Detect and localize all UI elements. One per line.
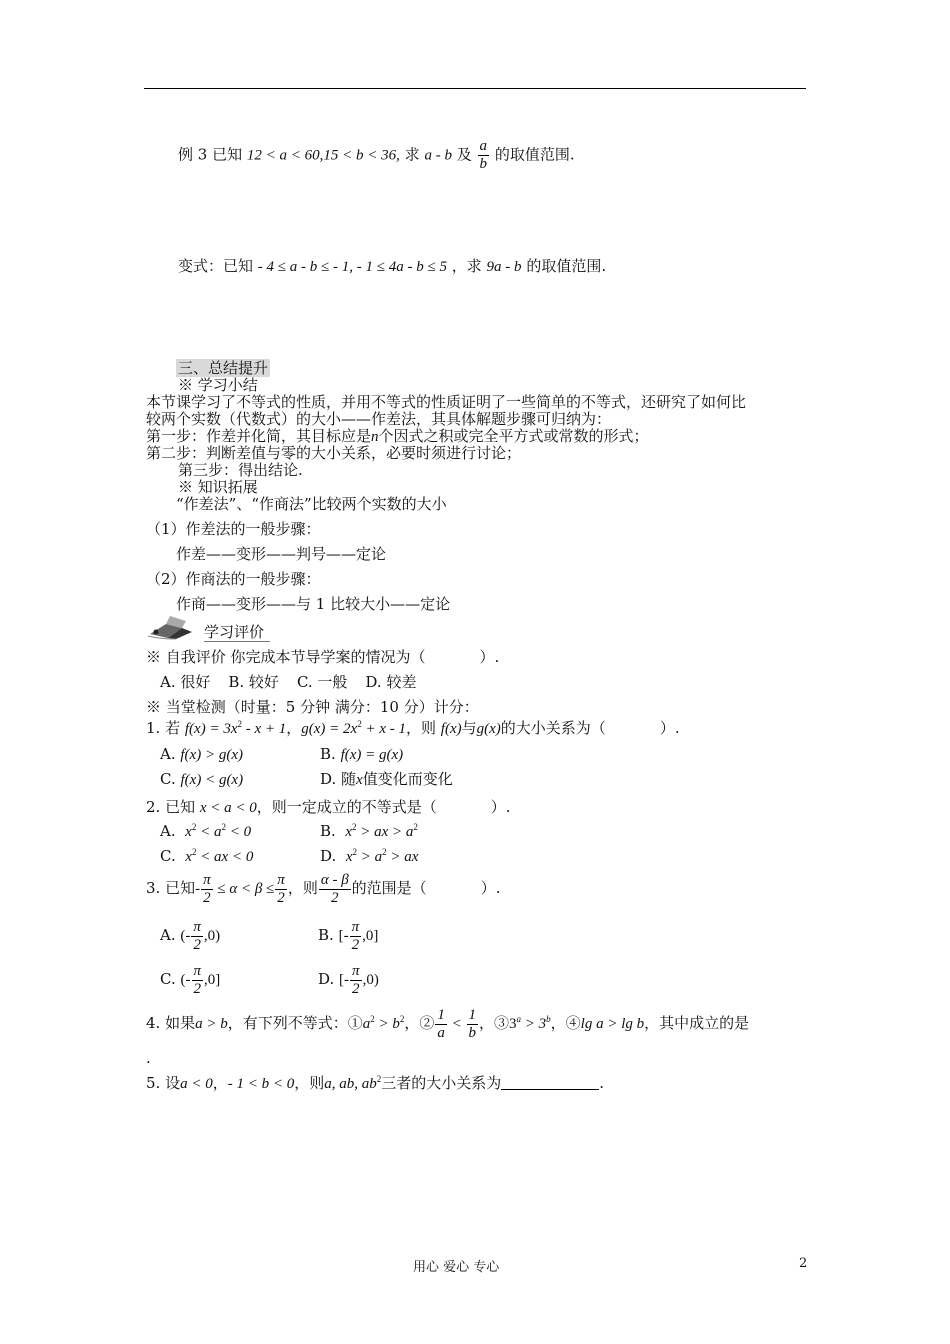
question-2 bbox=[146, 798, 511, 817]
extension-item-2-steps: 作商——变形——与 1 比较大小——定论 bbox=[176, 595, 451, 613]
variant-suffix: 的取值范围. bbox=[526, 257, 607, 275]
extension-item-1-steps: 作差——变形——判号——定论 bbox=[176, 545, 387, 563]
q2-option-b-label: B. bbox=[320, 822, 336, 840]
q2-option-b-p1: x bbox=[345, 824, 353, 840]
q1-option-a-text: f(x) > g(x) bbox=[180, 747, 243, 763]
q4-continuation: . bbox=[146, 1049, 151, 1067]
example-3-frac-num: a bbox=[479, 138, 488, 154]
q3-option-b-num: π bbox=[351, 918, 360, 935]
summary-step-1-rest: 个因式之积或完全平方式或常数的形式； bbox=[378, 427, 649, 445]
q2-option-c: C. $x^2$ < ax < 0 bbox=[160, 847, 254, 865]
page-footer: 用心 爱心 专心 bbox=[413, 1260, 500, 1275]
q1-option-d-rest: 值变化而变化 bbox=[362, 770, 453, 788]
q2-option-c-p1: x bbox=[185, 849, 192, 865]
q4-frac-a-den: a bbox=[437, 1024, 445, 1041]
q4-i3a: 3 bbox=[509, 1016, 517, 1032]
example-3-fraction bbox=[478, 138, 490, 173]
q3-option-d-den: 2 bbox=[352, 980, 360, 997]
question-3 bbox=[146, 870, 500, 906]
q1-f-rest: - x + 1 bbox=[241, 721, 287, 737]
q3-option-b-frac bbox=[350, 919, 362, 954]
self-eval-close: ）. bbox=[479, 648, 500, 666]
q3-minus: - bbox=[195, 881, 201, 897]
q5-comma: ， bbox=[212, 1074, 228, 1092]
q3-frac-left bbox=[201, 872, 213, 907]
q2-cond: x < a < 0 bbox=[199, 800, 257, 816]
q2-option-d-p2: > a bbox=[356, 849, 383, 865]
q3-ask: ，则 bbox=[287, 879, 318, 897]
question-1: 1. 若 $f(x) = 3x^2 - x + 1$，$g(x) = 2x^2 + x - 1$，则 f(x)与g(x)的大小关系为（ ）. bbox=[146, 719, 680, 737]
q1-option-c bbox=[160, 770, 243, 789]
q2-option-a: A. $x^2 < a^2 < 0$ bbox=[160, 822, 252, 840]
q3-option-c-label: C. bbox=[160, 970, 176, 988]
q4-i4: lg a > lg b bbox=[580, 1016, 645, 1032]
section-title-text: 三、总结提升 bbox=[178, 359, 269, 377]
q3-option-a-num: π bbox=[193, 918, 201, 935]
q5-c1: a < 0 bbox=[180, 1076, 213, 1092]
book-logo-icon bbox=[146, 612, 198, 640]
q1-g: g(x) = 2x bbox=[301, 721, 358, 737]
summary-step-1-var: n bbox=[371, 429, 379, 445]
q1-option-d-label: D. 随 bbox=[320, 770, 357, 788]
q3-option-b-open: [- bbox=[338, 928, 349, 944]
q4-prefix: 4. 如果 bbox=[146, 1014, 196, 1032]
summary-paragraph-line-2: 较两个实数（代数式）的大小——作差法，其具体解题步骤可归纳为： bbox=[146, 410, 612, 428]
example-3-frac-den: b bbox=[479, 156, 488, 172]
self-eval-option-c: C. 一般 bbox=[296, 673, 348, 691]
q3-option-d-label: D. bbox=[318, 970, 335, 988]
q3-option-a-close: ,0) bbox=[203, 928, 221, 944]
q2-option-b-p2: > ax > a bbox=[356, 824, 414, 840]
q3-option-d-frac bbox=[350, 963, 362, 998]
q3-frac-right-den: 2 bbox=[277, 889, 285, 906]
q5-end: . bbox=[599, 1074, 605, 1092]
self-eval-option-a: A. 很好 bbox=[160, 673, 211, 691]
summary-paragraph-line-1: 本节课学习了不等式的性质，并用不等式的性质证明了一些简单的不等式，还研究了如何比 bbox=[146, 393, 747, 411]
summary-heading: ※ 学习小结 bbox=[178, 376, 258, 394]
q5-suffix: 三者的大小关系为 bbox=[381, 1074, 502, 1092]
example-3-ask: 求 bbox=[404, 145, 420, 164]
q4-i3sa: a bbox=[516, 1014, 522, 1024]
summary-step-1-text: 第一步：作差并化简，其目标应是 bbox=[146, 427, 372, 445]
example-3-prefix: 例 3 已知 bbox=[178, 145, 243, 164]
q3-frac-right-num: π bbox=[277, 871, 285, 888]
q4-i3b: > 3 bbox=[521, 1016, 547, 1032]
q1-option-d-var: x bbox=[356, 772, 363, 788]
q1-ask: ，则 bbox=[406, 719, 437, 737]
example-3-expr: a - b bbox=[424, 147, 452, 164]
test-heading: ※ 当堂检测（时量：5 分钟 满分：10 分）计分： bbox=[146, 698, 479, 716]
evaluation-title: 学习评价 bbox=[204, 623, 270, 642]
q4-i1b: > b bbox=[374, 1016, 400, 1032]
q1-option-d bbox=[320, 770, 453, 789]
self-eval-options bbox=[160, 673, 416, 691]
q1-fx: f(x) bbox=[440, 721, 462, 737]
self-eval-option-b: B. 较好 bbox=[228, 673, 279, 691]
q4-frac-b bbox=[467, 1007, 479, 1042]
q3-option-a-den: 2 bbox=[193, 936, 201, 953]
q1-f: f(x) = 3x bbox=[184, 721, 238, 737]
q5-c2: - 1 < b < 0 bbox=[227, 1076, 295, 1092]
q2-option-d: D. $x^2 > a^2$ > ax bbox=[320, 847, 419, 865]
q4-mid: ，有下列不等式：① bbox=[227, 1014, 363, 1032]
q1-option-a bbox=[160, 745, 243, 764]
q2-option-b: B. $x^2$ > ax > $a^2$ bbox=[320, 822, 418, 840]
extension-title: “作差法”、“作商法”比较两个实数的大小 bbox=[176, 495, 447, 513]
q3-option-d-num: π bbox=[352, 962, 360, 979]
q3-frac-right bbox=[275, 872, 287, 907]
q3-option-a-label: A. bbox=[160, 926, 176, 944]
q1-option-c-text: f(x) < g(x) bbox=[180, 772, 244, 788]
example-3-suffix: 的取值范围. bbox=[494, 145, 575, 164]
q2-option-d-p1: x bbox=[345, 849, 353, 865]
q3-option-b-label: B. bbox=[318, 926, 334, 944]
q5-vars: a, ab, ab bbox=[324, 1076, 377, 1092]
q3-prefix: 3. 已知 bbox=[146, 879, 196, 897]
variant-conditions: - 4 ≤ a - b ≤ - 1, - 1 ≤ 4a - b ≤ 5 bbox=[257, 259, 447, 275]
q5-answer-blank bbox=[501, 1075, 599, 1090]
q3-option-d-close: ,0) bbox=[362, 972, 379, 988]
q3-frac-target-num: α - β bbox=[320, 871, 349, 888]
q4-c2: ，② bbox=[404, 1014, 435, 1032]
q1-option-b-text: f(x) = g(x) bbox=[340, 747, 404, 763]
q1-mid: ， bbox=[286, 719, 302, 737]
variant-expr: 9a - b bbox=[486, 259, 522, 275]
q2-option-a-p1: x bbox=[185, 824, 192, 840]
q2-option-c-label: C. bbox=[160, 847, 176, 865]
q2-option-a-p2: < a bbox=[196, 824, 222, 840]
q3-option-b-close: ,0] bbox=[362, 928, 379, 944]
q4-c4: ，④ bbox=[550, 1014, 581, 1032]
q3-option-c bbox=[160, 961, 220, 997]
variant-problem bbox=[178, 257, 606, 276]
q5-prefix: 5. 设 bbox=[146, 1074, 181, 1092]
q3-option-d-open: [- bbox=[339, 972, 350, 988]
q4-suffix: ，其中成立的是 bbox=[644, 1014, 750, 1032]
self-eval-question bbox=[146, 648, 499, 666]
q3-relation: ≤ α < β ≤ bbox=[213, 881, 275, 897]
q3-frac-left-den: 2 bbox=[203, 889, 211, 906]
q1-option-b-label: B. bbox=[320, 745, 336, 763]
q4-frac-b-den: b bbox=[468, 1024, 476, 1041]
summary-step-3: 第三步：得出结论. bbox=[178, 461, 303, 479]
q1-option-b bbox=[320, 745, 403, 764]
variant-prefix: 变式：已知 bbox=[178, 257, 254, 275]
extension-heading: ※ 知识拓展 bbox=[178, 478, 258, 496]
q4-lt: < bbox=[447, 1016, 466, 1032]
q3-suffix: 的范围是（ bbox=[351, 879, 427, 897]
example-3 bbox=[178, 138, 575, 173]
q1-suffix: 的大小关系为（ bbox=[500, 719, 606, 737]
self-eval-text: ※ 自我评价 你完成本节导学案的情况为（ bbox=[146, 648, 426, 666]
q2-option-d-label: D. bbox=[320, 847, 337, 865]
q3-option-c-frac bbox=[192, 963, 204, 998]
question-4: 4. 如果a > b，有下列不等式：$①a^2 > b^2$，② $\frac{1}{a}$ < $\frac{1}{b}$ ，$③3^a > 3^b$，④lg a > lg b，其中成立的是 bbox=[146, 1006, 750, 1041]
q3-option-c-num: π bbox=[193, 962, 202, 979]
q3-frac-target-den: 2 bbox=[331, 889, 339, 906]
q1-option-a-label: A. bbox=[160, 745, 176, 763]
extension-item-2: （2）作商法的一般步骤： bbox=[146, 570, 321, 588]
q3-option-c-close: ,0] bbox=[204, 972, 221, 988]
q1-option-c-label: C. bbox=[160, 770, 176, 788]
q1-and: 与 bbox=[461, 719, 477, 737]
q4-i1a: a bbox=[362, 1016, 371, 1032]
self-eval-option-d: D. 较差 bbox=[365, 673, 417, 691]
q1-prefix: 1. 若 bbox=[146, 719, 181, 737]
q3-option-c-open: (- bbox=[180, 972, 191, 988]
q2-option-c-p2: < ax < 0 bbox=[196, 849, 254, 865]
page-number: 2 bbox=[799, 1256, 808, 1271]
summary-step-2: 第二步：判断差值与零的大小关系，必要时须进行讨论； bbox=[146, 444, 522, 462]
section-title bbox=[176, 359, 270, 377]
q1-gx: g(x) bbox=[476, 721, 501, 737]
q3-option-b bbox=[318, 917, 378, 953]
q1-g-rest: + x - 1 bbox=[361, 721, 406, 737]
q2-option-d-p3: > ax bbox=[386, 849, 419, 865]
q4-frac-b-num: 1 bbox=[468, 1006, 476, 1023]
q2-option-a-p3: < 0 bbox=[225, 824, 252, 840]
q4-frac-a bbox=[435, 1007, 447, 1042]
q2-close: ）. bbox=[490, 798, 511, 816]
q1-close: ）. bbox=[659, 719, 680, 737]
example-3-conj: 及 bbox=[456, 145, 472, 164]
q4-c3: ，③ bbox=[479, 1014, 510, 1032]
q2-suffix: ，则一定成立的不等式是（ bbox=[256, 798, 437, 816]
extension-item-1: （1）作差法的一般步骤： bbox=[146, 520, 321, 538]
q3-frac-left-num: π bbox=[203, 871, 211, 888]
q4-cond: a > b bbox=[195, 1016, 228, 1032]
variant-ask: ，求 bbox=[451, 257, 482, 275]
q3-option-c-den: 2 bbox=[193, 980, 201, 997]
q3-frac-target bbox=[319, 872, 351, 907]
q2-option-a-label: A. bbox=[160, 822, 176, 840]
q5-ask: ，则 bbox=[294, 1074, 325, 1092]
q4-i3sb: b bbox=[546, 1014, 551, 1024]
q3-option-b-den: 2 bbox=[351, 936, 360, 953]
example-3-conditions: 12 < a < 60,15 < b < 36, bbox=[246, 147, 400, 164]
q3-option-d bbox=[318, 961, 379, 997]
q4-frac-a-num: 1 bbox=[437, 1006, 445, 1023]
q3-close: ）. bbox=[480, 879, 501, 897]
q2-prefix: 2. 已知 bbox=[146, 798, 196, 816]
question-5: 5. 设a < 0，- 1 < b < 0，则a, ab, $ab^2$三者的大小关系为 . bbox=[146, 1074, 605, 1092]
q3-option-a-frac bbox=[191, 919, 203, 954]
q3-option-a-open: (- bbox=[180, 928, 191, 944]
header-rule bbox=[144, 88, 806, 89]
q3-option-a bbox=[160, 917, 220, 953]
